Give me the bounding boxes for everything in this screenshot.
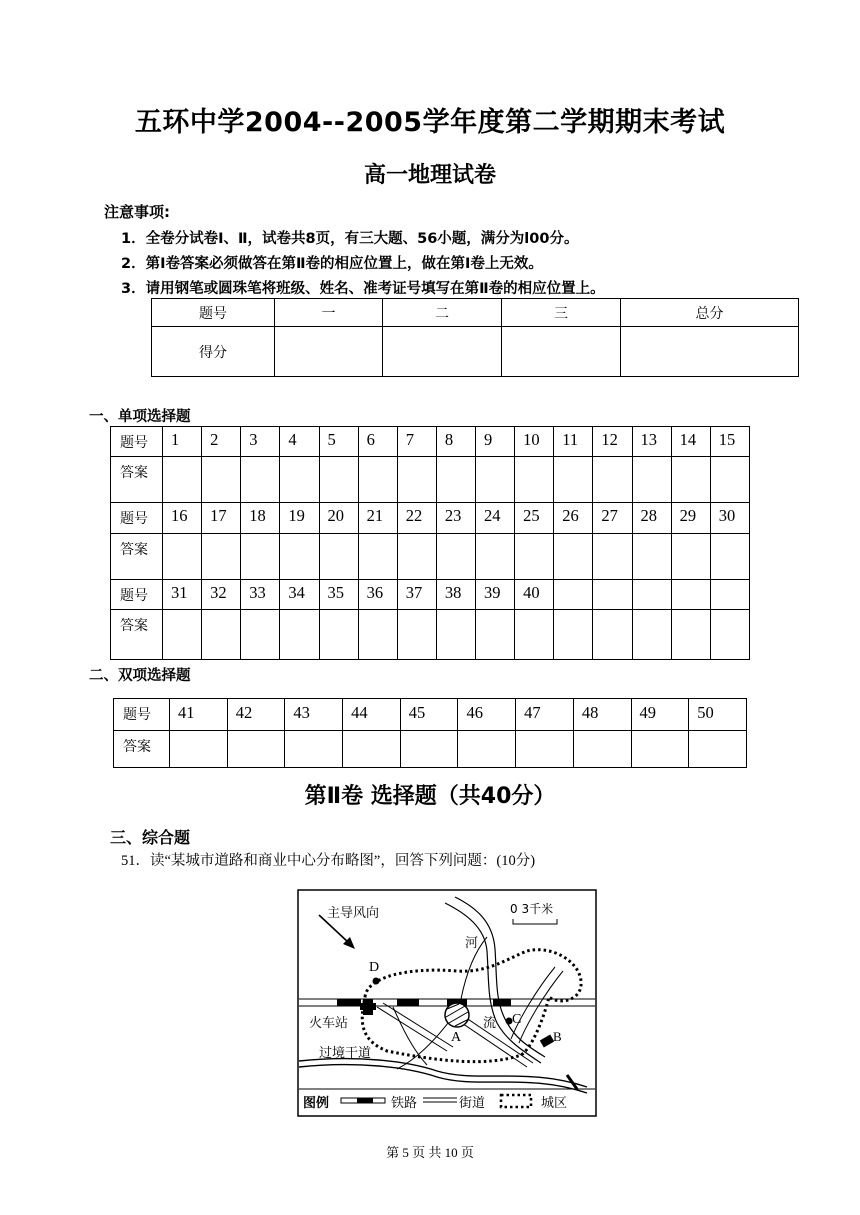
answer-cell[interactable] <box>554 610 593 660</box>
answer-cell[interactable] <box>202 610 241 660</box>
question-number-cell: 34 <box>280 580 319 610</box>
answer-cell[interactable] <box>400 731 458 768</box>
answer-cell[interactable] <box>227 731 285 768</box>
answer-cell[interactable] <box>358 534 397 580</box>
question-number-cell: 50 <box>689 699 747 731</box>
single-choice-answer-table <box>110 426 750 660</box>
answer-cell[interactable] <box>202 457 241 503</box>
answer-cell[interactable] <box>710 457 749 503</box>
score-cell[interactable] <box>275 327 383 377</box>
answer-cell[interactable] <box>202 534 241 580</box>
answer-cell[interactable] <box>280 534 319 580</box>
question-number-label: 题号 <box>111 580 163 610</box>
question-number-cell: 30 <box>710 503 749 534</box>
question-number-cell <box>554 580 593 610</box>
bypass-label: 过境干道 <box>319 1046 372 1061</box>
answer-cell[interactable] <box>163 457 202 503</box>
legend-street-label: 街道 <box>459 1096 486 1111</box>
answer-cell[interactable] <box>319 610 358 660</box>
answer-cell[interactable] <box>241 534 280 580</box>
answer-cell[interactable] <box>458 731 516 768</box>
answer-cell[interactable] <box>516 731 574 768</box>
question-number-cell: 11 <box>554 427 593 457</box>
answer-cell[interactable] <box>710 534 749 580</box>
question-number-cell: 28 <box>632 503 671 534</box>
answer-cell[interactable] <box>554 457 593 503</box>
question-number-cell: 14 <box>671 427 710 457</box>
answer-cell[interactable] <box>241 610 280 660</box>
answer-cell[interactable] <box>554 534 593 580</box>
answer-cell[interactable] <box>573 731 631 768</box>
note-item: 2．第Ⅰ卷答案必须做答在第Ⅱ卷的相应位置上，做在第Ⅰ卷上无效。 <box>121 256 543 272</box>
question-number-cell: 20 <box>319 503 358 534</box>
question-number-cell: 24 <box>476 503 515 534</box>
answer-label: 答案 <box>111 534 163 580</box>
question-51: 51．读“某城市道路和商业中心分布略图”，回答下列问题：(10分) <box>121 853 536 869</box>
answer-cell[interactable] <box>397 610 436 660</box>
legend-rail-icon <box>341 1098 385 1103</box>
question-number-cell: 23 <box>436 503 475 534</box>
question-number-cell <box>710 580 749 610</box>
answer-cell[interactable] <box>632 610 671 660</box>
answer-cell[interactable] <box>710 610 749 660</box>
question-number-cell: 44 <box>343 699 401 731</box>
answer-cell[interactable] <box>163 534 202 580</box>
river-label: 河 <box>465 936 479 951</box>
question-number-cell: 16 <box>163 503 202 534</box>
point-b-label: B <box>553 1029 562 1044</box>
answer-cell[interactable] <box>170 731 228 768</box>
question-number-cell: 4 <box>280 427 319 457</box>
section1-title: 一、单项选择题 <box>89 409 191 425</box>
question-number-cell: 48 <box>573 699 631 731</box>
question-number-cell: 38 <box>436 580 475 610</box>
question-number-label: 题号 <box>114 699 170 731</box>
question-number-cell: 8 <box>436 427 475 457</box>
question-number-cell: 27 <box>593 503 632 534</box>
legend-rail-label: 铁路 <box>391 1096 418 1111</box>
answer-cell[interactable] <box>593 534 632 580</box>
question-number-cell: 46 <box>458 699 516 731</box>
question-number-cell: 40 <box>515 580 554 610</box>
answer-cell[interactable] <box>593 610 632 660</box>
answer-cell[interactable] <box>632 457 671 503</box>
volume-title: 第Ⅱ卷 选择题（共40分） <box>304 784 556 809</box>
question-number-cell: 19 <box>280 503 319 534</box>
answer-cell[interactable] <box>593 457 632 503</box>
question-number-cell <box>593 580 632 610</box>
question-number-cell: 18 <box>241 503 280 534</box>
point-a-label: A <box>451 1030 462 1045</box>
question-number-cell <box>632 580 671 610</box>
question-number-cell: 7 <box>397 427 436 457</box>
point-d-label: D <box>369 960 380 975</box>
section2-title: 二、双项选择题 <box>89 668 191 684</box>
answer-cell[interactable] <box>515 457 554 503</box>
question-number-cell: 41 <box>170 699 228 731</box>
question-number-cell: 10 <box>515 427 554 457</box>
question-number-cell: 37 <box>397 580 436 610</box>
answer-cell[interactable] <box>285 731 343 768</box>
question-number-cell: 9 <box>476 427 515 457</box>
answer-cell[interactable] <box>631 731 689 768</box>
question-number-cell: 42 <box>227 699 285 731</box>
answer-cell[interactable] <box>358 610 397 660</box>
answer-cell[interactable] <box>436 534 475 580</box>
river-label: 流 <box>483 1016 497 1031</box>
answer-cell[interactable] <box>163 610 202 660</box>
answer-cell[interactable] <box>671 610 710 660</box>
question-number-cell: 17 <box>202 503 241 534</box>
city-map <box>297 889 597 1117</box>
question-number-cell: 5 <box>319 427 358 457</box>
point-d-marker <box>373 978 380 985</box>
answer-cell[interactable] <box>476 534 515 580</box>
answer-cell[interactable] <box>241 457 280 503</box>
question-number-cell: 43 <box>285 699 343 731</box>
answer-cell[interactable] <box>436 610 475 660</box>
answer-cell[interactable] <box>476 610 515 660</box>
answer-cell[interactable] <box>280 457 319 503</box>
answer-cell[interactable] <box>671 534 710 580</box>
answer-cell[interactable] <box>515 534 554 580</box>
score-header: 二 <box>383 299 502 327</box>
question-number-cell: 39 <box>476 580 515 610</box>
question-number-cell: 22 <box>397 503 436 534</box>
answer-cell[interactable] <box>689 731 747 768</box>
answer-cell[interactable] <box>515 610 554 660</box>
note-item: 1．全卷分试卷Ⅰ、Ⅱ，试卷共8页，有三大题、56小题，满分为l00分。 <box>121 231 579 247</box>
question-number-label: 题号 <box>111 427 163 457</box>
score-cell[interactable] <box>621 327 799 377</box>
double-choice-answer-table <box>113 698 747 768</box>
score-header: 题号 <box>152 299 275 327</box>
question-number-cell: 3 <box>241 427 280 457</box>
score-cell[interactable] <box>383 327 502 377</box>
question-number-cell: 21 <box>358 503 397 534</box>
legend-city-label: 城区 <box>541 1096 568 1111</box>
question-number-cell: 15 <box>710 427 749 457</box>
question-number-cell: 36 <box>358 580 397 610</box>
score-header: 一 <box>275 299 383 327</box>
answer-cell[interactable] <box>358 457 397 503</box>
answer-label: 答案 <box>111 457 163 503</box>
score-header: 三 <box>502 299 621 327</box>
question-number-cell <box>671 580 710 610</box>
question-number-cell: 1 <box>163 427 202 457</box>
answer-label: 答案 <box>111 610 163 660</box>
answer-cell[interactable] <box>476 457 515 503</box>
question-number-cell: 32 <box>202 580 241 610</box>
score-table <box>151 298 799 377</box>
answer-cell[interactable] <box>436 457 475 503</box>
answer-label: 答案 <box>114 731 170 768</box>
answer-cell[interactable] <box>671 457 710 503</box>
question-number-cell: 49 <box>631 699 689 731</box>
answer-cell[interactable] <box>280 610 319 660</box>
exam-subtitle: 高一地理试卷 <box>363 163 496 188</box>
question-number-cell: 47 <box>516 699 574 731</box>
question-number-cell: 2 <box>202 427 241 457</box>
notes-heading: 注意事项: <box>104 203 170 221</box>
section3-title: 三、综合题 <box>110 828 191 847</box>
answer-cell[interactable] <box>343 731 401 768</box>
question-number-cell: 12 <box>593 427 632 457</box>
scale-label: 0 3千米 <box>510 902 554 916</box>
score-cell[interactable] <box>502 327 621 377</box>
answer-cell[interactable] <box>397 534 436 580</box>
legend-title: 图例 <box>303 1096 330 1111</box>
question-number-cell: 6 <box>358 427 397 457</box>
score-row-label: 得分 <box>152 327 275 377</box>
question-number-cell: 33 <box>241 580 280 610</box>
question-number-cell: 45 <box>400 699 458 731</box>
station-label: 火车站 <box>309 1016 349 1031</box>
question-number-cell: 35 <box>319 580 358 610</box>
question-number-cell: 26 <box>554 503 593 534</box>
score-header: 总分 <box>621 299 799 327</box>
wind-label: 主导风向 <box>327 906 380 921</box>
point-c-label: C <box>512 1012 522 1027</box>
exam-title: 五环中学2004--2005学年度第二学期期末考试 <box>134 107 726 138</box>
answer-cell[interactable] <box>319 457 358 503</box>
answer-cell[interactable] <box>397 457 436 503</box>
question-number-cell: 25 <box>515 503 554 534</box>
question-number-cell: 13 <box>632 427 671 457</box>
answer-cell[interactable] <box>319 534 358 580</box>
answer-cell[interactable] <box>632 534 671 580</box>
page-footer: 第 5 页 共 10 页 <box>386 1145 474 1160</box>
city-map-figure <box>297 889 597 1117</box>
question-number-cell: 29 <box>671 503 710 534</box>
note-item: 3．请用钢笔或圆珠笔将班级、姓名、准考证号填写在第Ⅱ卷的相应位置上。 <box>121 281 605 297</box>
question-number-cell: 31 <box>163 580 202 610</box>
question-number-label: 题号 <box>111 503 163 534</box>
